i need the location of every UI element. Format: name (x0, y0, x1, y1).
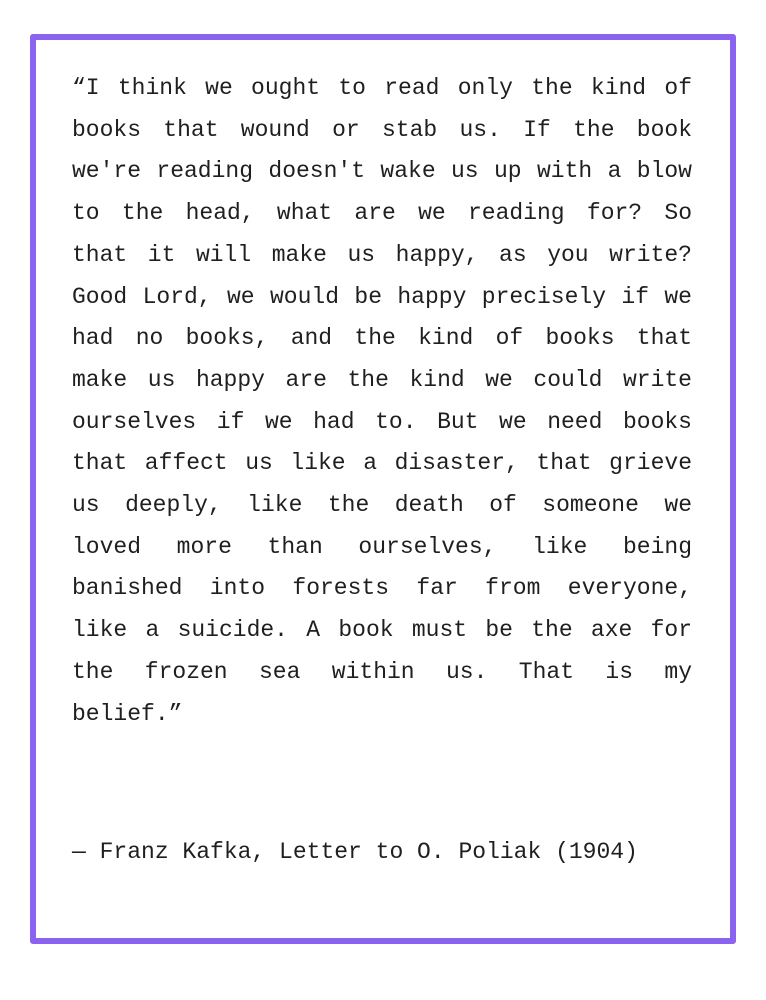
quote-text: “I think we ought to read only the kind of books that wound or stab us. If the book we're reading doesn't wake us up with a blow to the head, what are we reading for? So that it will make us happy, as you write? Good Lord, we would be happy precisely if we had no books, and the kind of books that make us happy are the kind we could write ourselves if we had to. But we need books that affect us like a disaster, that grieve us deeply, like the death of someone we loved more than ourselves, like being banished into forests far from everyone, like a suicide. A book must be the axe for the frozen sea within us. That is my belief.” (72, 75, 692, 727)
quote-attribution: — Franz Kafka, Letter to O. Poliak (1904) (72, 839, 638, 865)
quote-card (30, 34, 736, 944)
